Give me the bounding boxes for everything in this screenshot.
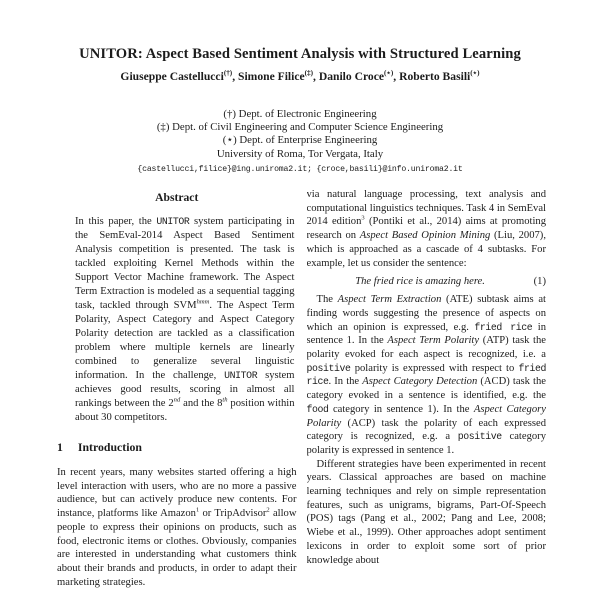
right-paragraph-3: Different strategies have been experimented in recent years. Classical approaches are based on machine learning techniques and rely on simple representation features, such as unigrams, bigrams, Part-Of-Speech (POS) tags (Pang et al., 2002; Pang and Lee, 2008; Wiebe et al., 1999). Other approaches adopt sentiment lexicons in order to exploit some sort of prior knowledge about <box>306 458 546 566</box>
affiliation-line: (†) Dept. of Electronic Engineering <box>223 108 377 120</box>
intro-paragraph: In recent years, many websites started offering a high level interaction with users, who are no more a passive audience, but can actively produce new contents. For instance, platforms like Amazon$^1$ or TripAdvisor$^2$ allow people to express their opinions on products, such as food, electronic items or clothes. Obviously, companies are interested in understanding what customers think about their brands and products, in order to adapt their marketing strategies. <box>57 467 297 588</box>
affiliations-block <box>0 108 600 161</box>
two-column-body <box>57 188 546 600</box>
section-heading-introduction <box>57 440 297 455</box>
affiliation-line: University of Roma, Tor Vergata, Italy <box>216 147 384 160</box>
example-sentence-text: The fried rice is amazing here. <box>355 276 485 288</box>
left-column <box>57 188 297 600</box>
right-paragraph-2: The Aspect Term Extraction (ATE) subtask aims at finding words suggesting the presence of aspects on which an opinion is expressed, e.g. fried rice in sentence 1. In the Aspect Term Polarity (ATP) task the polarity evoked for each aspect is recognized, i.e. a positive polarity is expressed with respect to fried rice. In the Aspect Category Detection (ACD) task the category evoked in a sentence is identified, e.g. the food category in sentence 1). In the Aspect Category Polarity (ACP) task the polarity of each expressed category is recognized, e.g. a positive category polarity is expressed in sentence 1. <box>306 294 546 456</box>
section-number: 1 <box>57 440 63 454</box>
paper-title: UNITOR: Aspect Based Sentiment Analysis with Structured Learning <box>79 46 521 62</box>
affiliation-line: (⋆) Dept. of Enterprise Engineering <box>222 134 378 147</box>
email-line: {castellucci,filice}@ing.uniroma2.it; {croce,basili}@info.uniroma2.it <box>137 164 463 174</box>
paper-header <box>0 0 600 174</box>
abstract-heading: Abstract <box>155 191 199 204</box>
example-sentence-number: (1) <box>533 276 546 288</box>
author-line: Giuseppe Castellucci(†), Simone Filice(‡), Danilo Croce(⋆), Roberto Basili(⋆) <box>120 69 480 83</box>
right-column <box>307 188 547 600</box>
abstract-body: In this paper, the UNITOR system participating in the SemEval-2014 Aspect Based Sentiment Analysis competition is presented. The task is tackled exploiting Kernel Methods within the Support Vector Machine framework. The Aspect Term Extraction is modeled as a sequential tagging task, tackled through $SVM^{hmm}$. The Aspect Term Polarity, Aspect Category and Aspect Category Polarity detection are tackled as a classification problem where multiple kernels are linearly combined to generalize several linguistic information. In the challenge, UNITOR system achieves good results, scoring in almost all rankings between the 2nd and the 8th position within about 30 competitors. <box>75 216 295 423</box>
right-paragraph-1: via natural language processing, text analysis and computational linguistics techniques. Task 4 in SemEval 2014 edition$^3$ (Pontiki et al., 2014) aims at promoting research on Aspect Based Opinion Mining (Liu, 2007), which is approached as a cascade of 4 subtasks. For example, let us consider the sentence: <box>306 189 546 269</box>
example-sentence <box>307 276 547 287</box>
affiliation-line: (‡) Dept. of Civil Engineering and Computer Science Engineering <box>156 121 444 134</box>
section-title: Introduction <box>77 440 142 454</box>
